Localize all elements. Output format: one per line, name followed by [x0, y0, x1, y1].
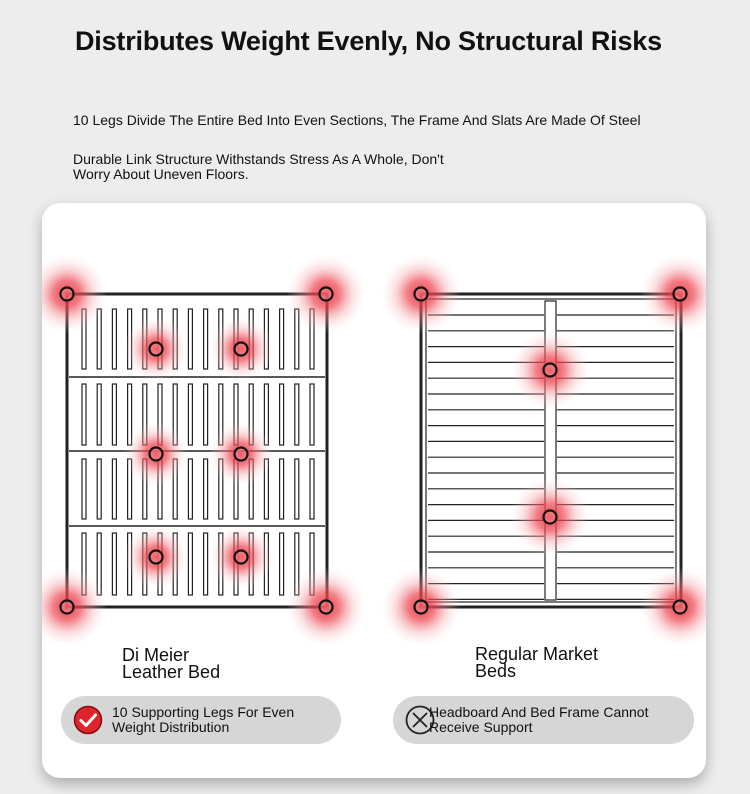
support-leg	[209, 422, 273, 486]
slat	[204, 384, 208, 445]
slat	[204, 309, 208, 369]
bed-comparison-diagram	[42, 203, 706, 643]
support-leg	[124, 422, 188, 486]
slat	[112, 309, 116, 369]
slat	[97, 384, 101, 445]
page-title: Distributes Weight Evenly, No Structural Risks	[75, 26, 662, 56]
benefit-pill	[61, 696, 341, 744]
slat	[188, 309, 192, 369]
support-leg	[124, 317, 188, 381]
slat	[188, 533, 192, 595]
slat	[112, 533, 116, 595]
support-leg	[640, 567, 706, 643]
slat	[280, 309, 284, 369]
slat	[280, 384, 284, 445]
left-bed-frame	[67, 294, 327, 607]
slat	[82, 459, 86, 519]
slat	[97, 459, 101, 519]
drawback-text: Headboard And Bed Frame Cannot Receive Support	[429, 704, 649, 735]
support-leg	[286, 567, 366, 643]
support-leg	[124, 525, 188, 589]
slat	[204, 459, 208, 519]
comparison-card	[42, 203, 706, 778]
slat	[295, 459, 299, 519]
support-leg	[381, 567, 461, 643]
check-icon	[73, 705, 103, 735]
support-leg	[510, 477, 590, 557]
slat	[310, 459, 314, 519]
slat	[112, 384, 116, 445]
description-line-2: Durable Link Structure Withstands Stress As A Whole, Don't Worry About Uneven Floors.	[73, 151, 444, 182]
slat	[188, 459, 192, 519]
support-leg	[209, 525, 273, 589]
support-leg	[209, 317, 273, 381]
right-bed-label-line-2: Beds	[475, 661, 517, 681]
right-bed-label	[475, 646, 598, 680]
slat	[188, 384, 192, 445]
slat	[112, 459, 116, 519]
slat	[280, 533, 284, 595]
support-leg	[510, 330, 590, 410]
right-support-legs	[381, 254, 706, 643]
benefit-text: 10 Supporting Legs For Even Weight Distribution	[112, 704, 295, 735]
support-leg	[640, 254, 706, 334]
left-bed-label	[122, 647, 220, 681]
left-bed-label-line-2: Leather Bed	[122, 662, 221, 682]
slat	[310, 384, 314, 445]
slat	[280, 459, 284, 519]
right-bed-label-line-1: Regular Market	[475, 644, 599, 664]
support-leg	[381, 254, 461, 334]
description-line-1: 10 Legs Divide The Entire Bed Into Even Sections, The Frame And Slats Are Made Of Steel	[73, 112, 641, 128]
drawback-pill	[393, 696, 694, 744]
slat	[204, 533, 208, 595]
support-leg	[286, 254, 366, 334]
slat	[295, 384, 299, 445]
left-bed-label-line-1: Di Meier	[122, 645, 190, 665]
slat	[82, 384, 86, 445]
